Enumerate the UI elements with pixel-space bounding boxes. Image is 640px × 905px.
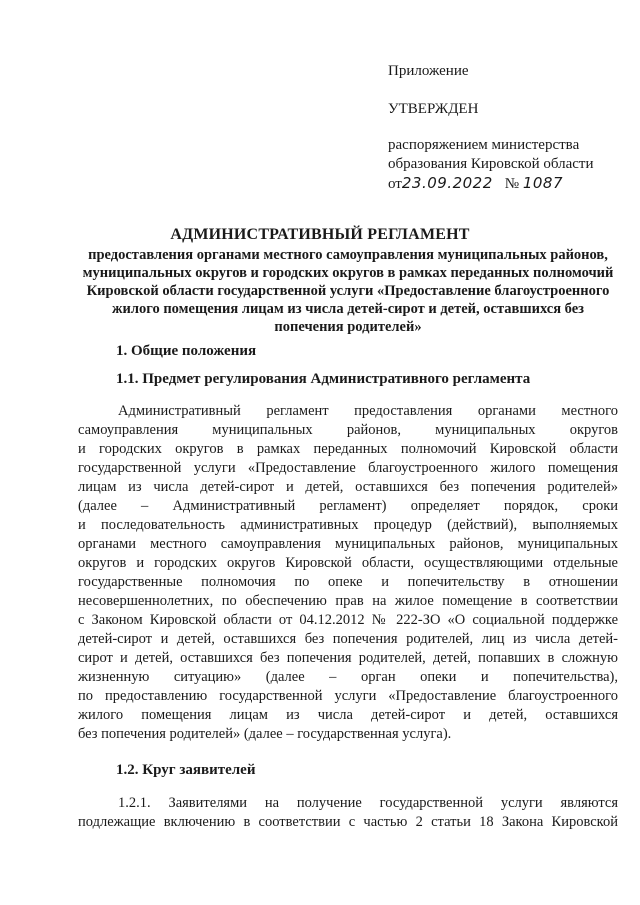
text-line: (далее – Административный регламент) определяет порядок, сроки xyxy=(78,498,618,514)
text-line: органами местного самоуправления муниципальных районов, муниципальных xyxy=(78,536,618,552)
text-line: государственной услуги «Предоставление благоустроенного жилого помещения xyxy=(78,460,618,476)
approved-by-line1: распоряжением министерства xyxy=(388,137,580,153)
paragraph-subject xyxy=(78,402,618,744)
document-subtitle: предоставления органами местного самоуправления муниципальных районов, муниципальных округов и городских округов в рамках переданных полномочий Кировской области государственной услуги «Предоставление благоустроенного жилого помещения лицам из числа детей-сирот и детей, оставшихся без попечения родителей» xyxy=(82,247,614,335)
date-prefix: от xyxy=(388,176,402,192)
document-title: АДМИНИСТРАТИВНЫЙ РЕГЛАМЕНТ xyxy=(170,226,470,243)
text-line: несовершеннолетних, по обеспечению прав на жилое помещение в соответствии xyxy=(78,593,618,609)
text-line: 1.2.1. Заявителями на получение государственной услуги являются xyxy=(118,795,618,811)
text-line: самоуправления муниципальных районов, муниципальных округов xyxy=(78,422,618,438)
text-line: государственные полномочия по опеке и попечительству в отношении xyxy=(78,574,618,590)
approval-date-line xyxy=(388,174,628,194)
approval-block xyxy=(388,62,628,194)
text-line: с Законом Кировской области от 04.12.2012 № 222-ЗО «О социальной поддержке xyxy=(78,612,618,628)
approved-label: УТВЕРЖДЕН xyxy=(388,101,479,117)
paragraph-applicants xyxy=(78,794,618,832)
text-line: по предоставлению государственной услуги «Предоставление благоустроенного xyxy=(78,688,618,704)
text-line: сирот и детей, оставшихся без попечения родителей, детей, попавших в сложную xyxy=(78,650,618,666)
text-line: жилого помещения лицам из числа детей-сирот и детей, оставшихся xyxy=(78,707,618,723)
text-line: детей-сирот и детей, оставшихся без попечения родителей, лиц из числа детей- xyxy=(78,631,618,647)
text-line: и последовательность административных процедур (действий), выполняемых xyxy=(78,517,618,533)
number-prefix: № xyxy=(504,176,520,192)
appendix-label: Приложение xyxy=(388,63,469,79)
text-line: без попечения родителей» (далее – государственная услуга). xyxy=(78,726,452,742)
section-heading-general: 1. Общие положения xyxy=(116,343,257,359)
text-line: подлежащие включению в соответствии с частью 2 статьи 18 Закона Кировской xyxy=(78,814,618,830)
text-line: Административный регламент предоставления органами местного xyxy=(118,403,618,419)
text-line: жизненную ситуацию» (далее – орган опеки и попечительства), xyxy=(78,669,618,685)
text-line: лицам из числа детей-сирот и детей, оставшихся без попечения родителей» xyxy=(78,479,618,495)
text-line: округов и городских округов Кировской области, осуществляющими отдельные xyxy=(78,555,618,571)
text-line: и городских округов в рамках переданных полномочий Кировской области xyxy=(78,441,618,457)
approval-number: 1087 xyxy=(522,174,563,192)
section-heading-applicants: 1.2. Круг заявителей xyxy=(116,762,256,778)
approved-by-line2: образования Кировской области xyxy=(388,156,594,172)
section-heading-subject: 1.1. Предмет регулирования Административного регламента xyxy=(116,371,531,387)
approval-date: 23.09.2022 xyxy=(401,174,493,192)
